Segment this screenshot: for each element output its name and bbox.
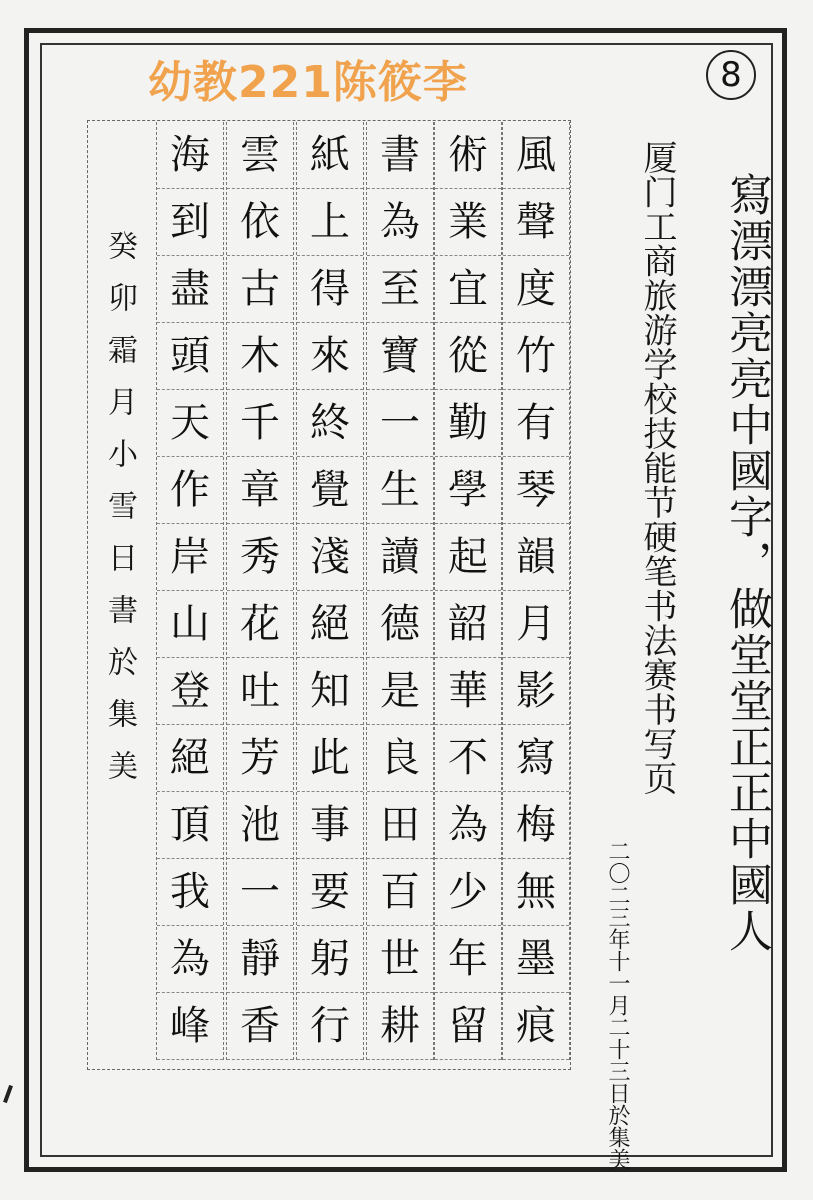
grid-cell: 百 (367, 859, 433, 926)
grid-cell: 此 (297, 725, 363, 792)
grid-cell: 韶 (435, 591, 501, 658)
grid-cell: 留 (435, 993, 501, 1060)
grid-cell: 韻 (503, 524, 569, 591)
grid-cell: 秀 (227, 524, 293, 591)
grid-cell: 得 (297, 256, 363, 323)
grid-cell: 世 (367, 926, 433, 993)
grid-cell: 一 (367, 390, 433, 457)
grid-cell: 術 (435, 122, 501, 189)
grid-cell: 為 (157, 926, 223, 993)
grid-cell: 為 (435, 792, 501, 859)
grid-cell: 花 (227, 591, 293, 658)
grid-cell: 年 (435, 926, 501, 993)
grid-cell: 古 (227, 256, 293, 323)
page-number-badge: 8 (706, 50, 756, 100)
grid-cell: 寶 (367, 323, 433, 390)
grid-cell: 田 (367, 792, 433, 859)
grid-cell: 無 (503, 859, 569, 926)
grid-cell: 到 (157, 189, 223, 256)
grid-cell: 淺 (297, 524, 363, 591)
grid-cell: 從 (435, 323, 501, 390)
grid-cell: 影 (503, 658, 569, 725)
grid-cell: 香 (227, 993, 293, 1060)
grid-cell: 頭 (157, 323, 223, 390)
grid-cell: 覺 (297, 457, 363, 524)
grid-cell: 良 (367, 725, 433, 792)
grid-cell: 風 (503, 122, 569, 189)
grid-cell: 生 (367, 457, 433, 524)
grid-cell: 聲 (503, 189, 569, 256)
poem-column (226, 122, 294, 1060)
grid-cell: 業 (435, 189, 501, 256)
student-title: 幼教221陈筱李 (148, 57, 468, 108)
contest-note: 厦门工商旅游学校技能节硬笔书法赛书写页 (637, 140, 677, 796)
grid-cell: 一 (227, 859, 293, 926)
grid-cell: 岸 (157, 524, 223, 591)
grid-cell: 峰 (157, 993, 223, 1060)
grid-cell: 池 (227, 792, 293, 859)
grid-cell: 章 (227, 457, 293, 524)
grid-cell: 月 (503, 591, 569, 658)
poem-column (296, 122, 364, 1060)
date-note: 二〇二三年十一月二十三日於集美 (605, 840, 630, 1170)
grid-cell: 寫 (503, 725, 569, 792)
grid-cell: 華 (435, 658, 501, 725)
grid-cell: 是 (367, 658, 433, 725)
grid-cell: 我 (157, 859, 223, 926)
grid-cell: 吐 (227, 658, 293, 725)
grid-cell: 登 (157, 658, 223, 725)
grid-cell: 琴 (503, 457, 569, 524)
grid-cell: 墨 (503, 926, 569, 993)
grid-cell: 終 (297, 390, 363, 457)
poem-column (434, 122, 502, 1060)
grid-cell: 勤 (435, 390, 501, 457)
grid-cell: 有 (503, 390, 569, 457)
grid-cell: 芳 (227, 725, 293, 792)
grid-cell: 靜 (227, 926, 293, 993)
grid-cell: 來 (297, 323, 363, 390)
grid-cell: 至 (367, 256, 433, 323)
grid-cell: 絕 (157, 725, 223, 792)
grid-cell: 山 (157, 591, 223, 658)
grid-cell: 海 (157, 122, 223, 189)
grid-cell: 梅 (503, 792, 569, 859)
grid-cell: 雲 (227, 122, 293, 189)
grid-cell: 木 (227, 323, 293, 390)
grid-cell: 紙 (297, 122, 363, 189)
grid-cell: 天 (157, 390, 223, 457)
grid-cell: 德 (367, 591, 433, 658)
grid-cell: 痕 (503, 993, 569, 1060)
poem-column (156, 122, 224, 1060)
grid-cell: 竹 (503, 323, 569, 390)
grid-cell: 盡 (157, 256, 223, 323)
grid-cell: 宜 (435, 256, 501, 323)
grid-cell: 躬 (297, 926, 363, 993)
grid-cell: 書 (367, 122, 433, 189)
grid-cell: 事 (297, 792, 363, 859)
pen-mark (3, 1085, 13, 1103)
grid-cell: 頂 (157, 792, 223, 859)
date-inscription: 癸卯霜月小雪日書於集美 (102, 230, 137, 802)
grid-cell: 讀 (367, 524, 433, 591)
poem-column (502, 122, 570, 1060)
grid-cell: 要 (297, 859, 363, 926)
grid-cell: 行 (297, 993, 363, 1060)
grid-cell: 為 (367, 189, 433, 256)
grid-cell: 依 (227, 189, 293, 256)
grid-cell: 絕 (297, 591, 363, 658)
grid-cell: 耕 (367, 993, 433, 1060)
grid-cell: 不 (435, 725, 501, 792)
grid-cell: 少 (435, 859, 501, 926)
grid-cell: 度 (503, 256, 569, 323)
grid-cell: 學 (435, 457, 501, 524)
slogan-note: 寫漂漂亮亮中國字，做堂堂正正中國人 (721, 172, 772, 954)
grid-cell: 起 (435, 524, 501, 591)
poem-column (366, 122, 434, 1060)
grid-cell: 上 (297, 189, 363, 256)
grid-cell: 作 (157, 457, 223, 524)
grid-cell: 千 (227, 390, 293, 457)
grid-cell: 知 (297, 658, 363, 725)
